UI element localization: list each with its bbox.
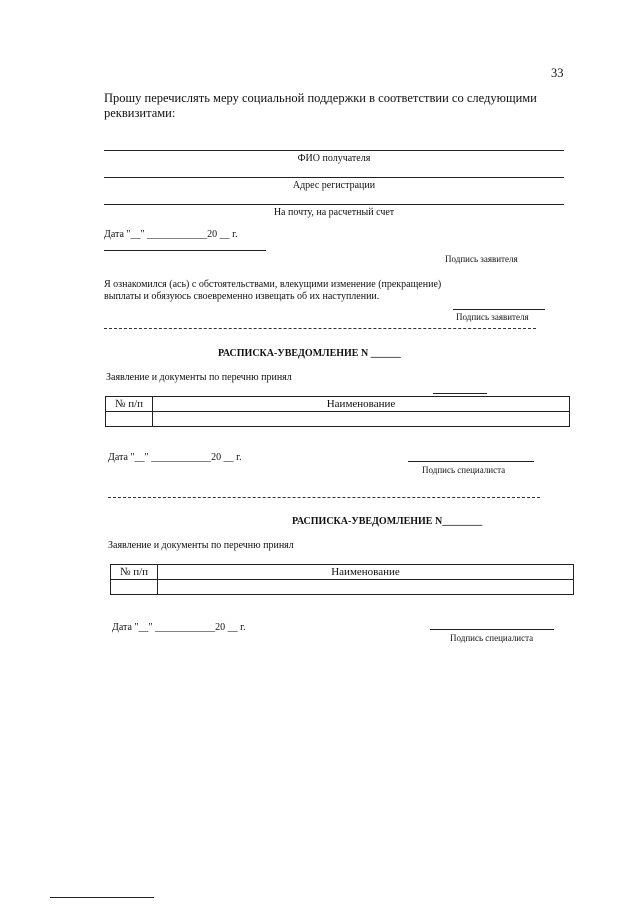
table-header-row (106, 397, 570, 412)
request-signature-label: Подпись заявителя (445, 254, 518, 264)
address-field-line (104, 177, 564, 178)
receipt1-date: Дата "__" ____________20 __ г. (108, 452, 242, 463)
cut-line-1 (104, 328, 536, 329)
request-date: Дата "__" ____________20 __ г. (104, 229, 238, 240)
table-header-row (111, 565, 574, 580)
receipt2-accepted: Заявление и документы по перечню принял (108, 540, 294, 551)
ack-line-1: Я ознакомился (ась) с обстоятельствами, влекущими изменение (прекращение) (104, 279, 442, 290)
applicant-signature-label: Подпись заявителя (456, 312, 529, 322)
receipt1-signature-label: Подпись специалиста (422, 465, 506, 475)
receipt2-col-name: Наименование (158, 565, 574, 580)
receipt1-title: РАСПИСКА-УВЕДОМЛЕНИЕ N ______ (218, 348, 401, 359)
footnote-separator (50, 897, 154, 898)
receipt1-accepted: Заявление и документы по перечню принял (106, 372, 292, 383)
request-line-1: Прошу перечислять меру социальной поддержки в соответствии со следующими (104, 91, 537, 105)
acknowledgement-text (104, 279, 441, 303)
receipt2-title: РАСПИСКА-УВЕДОМЛЕНИЕ N________ (292, 516, 483, 527)
receipt1-signature-line (408, 461, 534, 462)
table-cell (106, 412, 153, 427)
receipt1-col-name: Наименование (153, 397, 570, 412)
address-label: Адрес регистрации (292, 180, 376, 191)
request-text (104, 91, 564, 121)
request-date-underline (104, 250, 266, 251)
ack-line-2: выплаты и обязуюсь своевременно извещать об их наступлении. (104, 291, 380, 302)
table-row (106, 412, 570, 427)
payment-field-line (104, 204, 564, 205)
table-cell (153, 412, 570, 427)
receipt1-table (105, 396, 570, 427)
applicant-signature-line (453, 309, 545, 310)
table-cell (158, 580, 574, 595)
fio-field-line (104, 150, 564, 151)
fio-label: ФИО получателя (297, 153, 371, 164)
receipt2-signature-line (430, 629, 554, 630)
cut-line-2 (108, 497, 540, 498)
payment-label: На почту, на расчетный счет (273, 207, 395, 218)
table-cell (111, 580, 158, 595)
request-line-2: реквизитами: (104, 106, 176, 120)
receipt1-table-mark (433, 393, 487, 394)
receipt2-col-num: № п/п (111, 565, 158, 580)
receipt2-date: Дата "__" ____________20 __ г. (112, 622, 246, 633)
receipt2-table (110, 564, 574, 595)
page-number: 33 (551, 66, 564, 80)
table-row (111, 580, 574, 595)
receipt2-signature-label: Подпись специалиста (450, 633, 534, 643)
receipt1-col-num: № п/п (106, 397, 153, 412)
